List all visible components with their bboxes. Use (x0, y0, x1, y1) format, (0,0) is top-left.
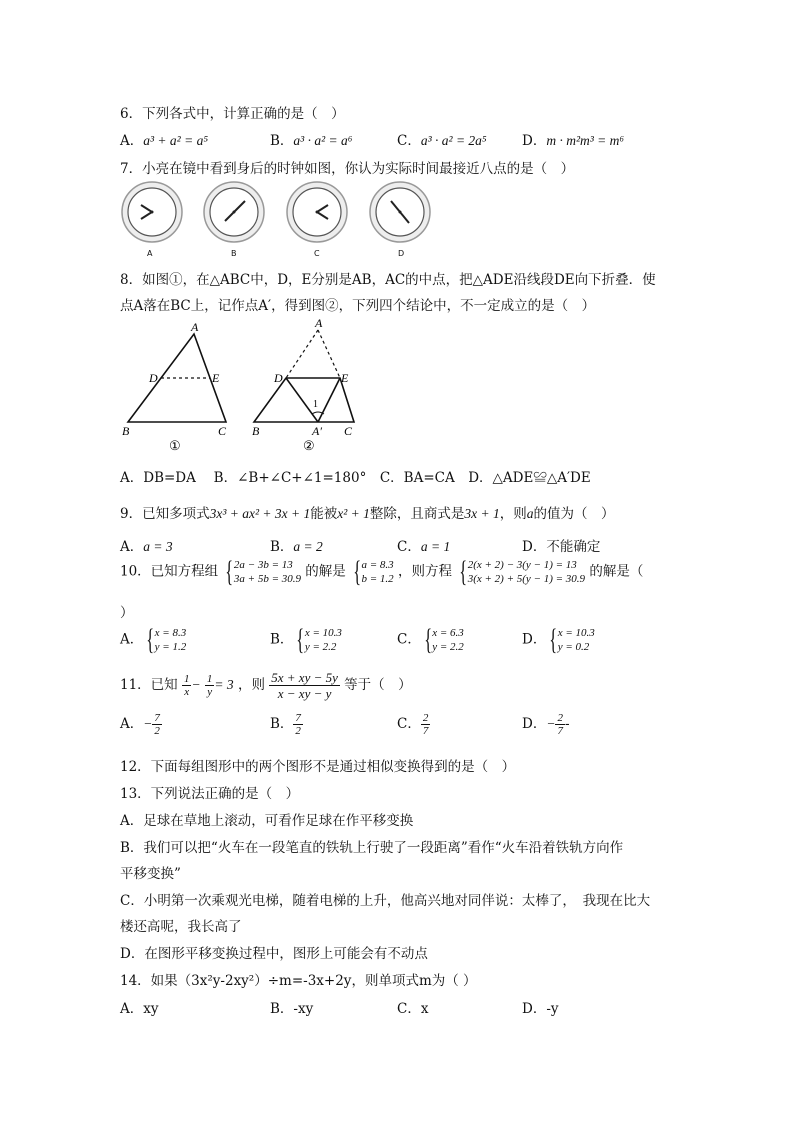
q6-option-c: C．a³ · a² = 2a⁵ (397, 133, 487, 149)
clock-b-label: B (231, 249, 237, 258)
q9-stem: 9．已知多项式3x³ + ax² + 3x + 1能被x² + 1整除，且商式是3x + 1，则a的值为（ ） (120, 506, 615, 522)
q11-option-a: A．− $\frac{7}{2}$ (120, 712, 160, 737)
q10-system-1: { 2a − 3b = 13 3a + 5b = 30.9 (225, 555, 301, 588)
fig2-label-d: D (274, 371, 283, 385)
fig2-label-c: C (344, 424, 353, 438)
q10-option-b: B． { x = 10.3 y = 2.2 (270, 623, 342, 656)
q10-solution: { a = 8.3 b = 1.2 (353, 555, 394, 588)
clock-a-label: A (147, 249, 153, 258)
q10-stem-end: ） (120, 605, 134, 621)
q13-option-b-line1: B．我们可以把“火车在一段笔直的铁轨上行驶了一段距离”看作“火车沿着铁轨方向作 (120, 840, 624, 856)
clock-d-label: D (398, 249, 405, 258)
q8-figure-1 (118, 318, 258, 458)
q6-option-b: B．a³ · a² = a⁶ (270, 133, 353, 149)
fig2-angle-label: 1 (313, 399, 318, 410)
fig1-label-e: E (212, 371, 220, 385)
q14-option-b: B．-xy (270, 1001, 314, 1017)
q11-option-c: C． $\frac{2}{7}$ (397, 712, 429, 737)
q11-stem: 11．已知 $\frac{1}{x}$ − $\frac{1}{y}$ = 3 ，则 $\frac{5x + xy - 5y}{x - xy - y}$ 等于（ ） (120, 670, 412, 701)
q6-option-d: D．m · m²m³ = m⁶ (522, 133, 625, 149)
fig1-label-c: C (218, 424, 227, 438)
q11-option-d: D．− $\frac{2}{7}$ - (522, 712, 570, 737)
q7-stem: 7．小亮在镜中看到身后的时钟如图，你认为实际时间最接近八点的是（ ） (120, 161, 575, 177)
q8-options: A．DB=DA B．∠B+∠C+∠1=180° C．BA=CA D．△ADE≌△A′DE (120, 470, 591, 486)
q10-option-a: A． { x = 8.3 y = 1.2 (120, 623, 187, 656)
fig2-label-e: E (341, 371, 349, 385)
fig1-caption: ① (169, 438, 181, 453)
fig2-label-a: A (315, 318, 323, 330)
fig1-label-b: B (122, 424, 130, 438)
clock-b-image (203, 181, 265, 243)
q9-option-d: D．不能确定 (522, 539, 601, 555)
q9-option-a: A．a = 3 (120, 539, 173, 555)
q14-stem: 14．如果（3x²y-2xy²）÷m=-3x+2y，则单项式m为（ ） (120, 973, 477, 989)
q14-option-a: A．xy (120, 1001, 159, 1017)
fig1-label-d: D (149, 371, 158, 385)
clock-d-image (369, 181, 431, 243)
q9-option-b: B．a = 2 (270, 539, 323, 555)
q8-figure-2 (248, 318, 368, 458)
q6-option-a: A．a³ + a² = a⁵ (120, 133, 209, 149)
q10-option-c: C． { x = 6.3 y = 2.2 (397, 623, 464, 656)
q11-option-b: B． $\frac{7}{2}$ (270, 712, 301, 737)
q8-stem-line1: 8．如图①，在△ABC中，D，E分别是AB，AC的中点，把△ADE沿线段DE向下折叠．使 (120, 272, 656, 288)
q13-option-c-line1: C．小明第一次乘观光电梯，随着电梯的上升，他高兴地对同伴说：太棒了， 我现在比大 (120, 893, 651, 909)
q6-stem: 6．下列各式中，计算正确的是（ ） (120, 106, 345, 122)
fig2-label-a-prime: A′ (312, 424, 322, 438)
q13-option-b-line2: 平移变换” (120, 866, 181, 882)
fig2-caption: ② (303, 438, 315, 453)
clock-c-image (286, 181, 348, 243)
fig2-label-b: B (252, 424, 260, 438)
q10-system-2: { 2(x + 2) − 3(y − 1) = 13 3(x + 2) + 5(y − 1) = 30.9 (459, 555, 586, 588)
q13-option-a: A．足球在草地上滚动，可看作足球在作平移变换 (120, 813, 414, 829)
q14-option-c: C．x (397, 1001, 429, 1017)
q8-stem-line2: 点A落在BC上，记作点A′，得到图②，下列四个结论中，不一定成立的是（ ） (120, 298, 596, 314)
q14-option-d: D．-y (522, 1001, 559, 1017)
clock-c-label: C (314, 249, 320, 258)
q12-stem: 12．下面每组图形中的两个图形不是通过相似变换得到的是（ ） (120, 759, 516, 775)
clock-a-image (121, 181, 183, 243)
q10-option-d: D． { x = 10.3 y = 0.2 (522, 623, 595, 656)
q10-stem: 10．已知方程组 { 2a − 3b = 13 3a + 5b = 30.9 的解是 { a = 8.3 b = 1.2 ，则方程 { 2(x + 2) − 3(y − 1) = 13 3(x + 2) + 5(y − 1) = 30.9 的解是（ (120, 555, 644, 588)
q13-option-c-line2: 楼还高呢，我长高了 (120, 919, 242, 935)
fig1-label-a: A (191, 320, 199, 334)
q13-stem: 13．下列说法正确的是（ ） (120, 786, 300, 802)
q13-option-d: D．在图形平移变换过程中，图形上可能会有不动点 (120, 946, 428, 962)
q9-option-c: C．a = 1 (397, 539, 451, 555)
